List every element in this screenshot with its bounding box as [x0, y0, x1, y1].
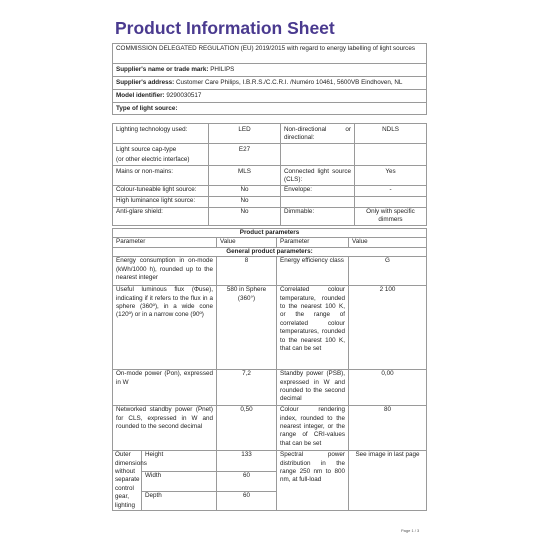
networked-standby-label: Networked standby power (Pnet) for CLS, expressed in W and rounded to the second decimal: [113, 406, 217, 451]
cri-value: 80: [349, 406, 427, 451]
dimension-depth-label: Depth: [142, 492, 217, 511]
dimension-height-label: Height: [142, 451, 217, 471]
energy-class-label: Energy efficiency class: [277, 257, 349, 286]
regulation-text: COMMISSION DELEGATED REGULATION (EU) 2019/2015 with regard to energy labelling of light sources: [113, 44, 427, 64]
type-empty-3: [281, 196, 355, 207]
energy-consumption-label: Energy consumption in on-mode (kWh/1000 h), rounded up to the nearest integer: [113, 257, 217, 286]
type-label-cap: [113, 143, 209, 165]
colour-tuneable-label: Colour-tuneable light source:: [113, 185, 209, 196]
header-parameter-1: Parameter: [113, 238, 217, 247]
cap-type-line2: (or other electric interface): [116, 156, 190, 164]
model-value: 9290030517: [166, 92, 202, 99]
spectral-distribution-label: Spectral power distribution in the range 250 nm to 800 nm, at full-load: [277, 451, 349, 511]
dimensions-label: Outer dimensions without separate control gear, lighting: [113, 451, 142, 511]
dimension-depth-value: 60: [217, 492, 277, 511]
type-value-1: LED: [209, 124, 281, 144]
cri-label: Colour rendering index, rounded to the nearest integer, or the range of CRI-values that can be set: [277, 406, 349, 451]
product-parameters-heading: Product parameters: [113, 229, 427, 238]
mains-value: MLS: [209, 165, 281, 185]
supplier-name-value: PHILIPS: [210, 66, 235, 73]
high-luminance-label: High luminance light source:: [113, 196, 209, 207]
envelope-label: Envelope:: [281, 185, 355, 196]
supplier-name-label: Supplier's name or trade mark:: [116, 66, 209, 73]
cap-type-line1: Light source cap-type: [116, 145, 177, 153]
on-mode-power-label: On-mode power (Pon), expressed in W: [113, 370, 217, 406]
page-number: Page 1 / 3: [401, 528, 420, 533]
type-empty-1: [281, 143, 355, 165]
energy-consumption-value: 8: [217, 257, 277, 286]
header-value-1: Value: [217, 238, 277, 247]
dimmable-label: Dimmable:: [281, 207, 355, 225]
type-label-2: Non-directional or directional:: [281, 124, 355, 144]
type-value-2: NDLS: [355, 124, 427, 144]
spectral-distribution-value: See image in last page: [349, 451, 427, 511]
supplier-address-row: [113, 77, 427, 90]
standby-power-value: 0,00: [349, 370, 427, 406]
anti-glare-label: Anti-glare shield:: [113, 207, 209, 225]
type-empty-2: [355, 143, 427, 165]
luminous-flux-value: 580 in Sphere (360°): [217, 286, 277, 370]
product-parameters-table: [112, 228, 427, 511]
type-label-1: Lighting technology used:: [113, 124, 209, 144]
dimmable-value: Only with specific dimmers: [355, 207, 427, 225]
colour-tuneable-value: No: [209, 185, 281, 196]
type-value-cap: E27: [209, 143, 281, 165]
dimension-width-value: 60: [217, 471, 277, 491]
luminous-flux-label: Useful luminous flux (Φuse), indicating if it refers to the flux in a sphere (360º), in a wide cone (120º) or in a narrow cone (90º): [113, 286, 217, 370]
model-row: [113, 90, 427, 103]
mains-label: Mains or non-mains:: [113, 165, 209, 185]
type-label: Type of light source:: [113, 103, 427, 115]
cct-value: 2 100: [349, 286, 427, 370]
on-mode-power-value: 7,2: [217, 370, 277, 406]
dimension-width-label: Width: [142, 471, 217, 491]
standby-power-label: Standby power (PSB), expressed in W and rounded to the second decimal: [277, 370, 349, 406]
envelope-value: -: [355, 185, 427, 196]
networked-standby-value: 0,50: [217, 406, 277, 451]
cls-label: Connected light source (CLS):: [281, 165, 355, 185]
type-empty-4: [355, 196, 427, 207]
supplier-address-label: Supplier's address:: [116, 79, 175, 86]
high-luminance-value: No: [209, 196, 281, 207]
cls-value: Yes: [355, 165, 427, 185]
header-value-2: Value: [349, 238, 427, 247]
cct-label: Correlated colour temperature, rounded to the nearest 100 K, or the range of correlated colour temperatures, rounded to the nearest 100 K, that can be set: [277, 286, 349, 370]
header-parameter-2: Parameter: [277, 238, 349, 247]
supplier-info-table: [112, 43, 427, 115]
energy-class-value: G: [349, 257, 427, 286]
model-label: Model identifier:: [116, 92, 165, 99]
general-parameters-heading: General product parameters:: [113, 247, 427, 256]
page-title: Product Information Sheet: [115, 18, 335, 38]
dimension-height-value: 133: [217, 451, 277, 471]
anti-glare-value: No: [209, 207, 281, 225]
supplier-address-value: Customer Care Philips, I.B.R.S./C.C.R.I. /Numéro 10461, 5600VB Eindhoven, NL: [175, 79, 403, 86]
light-source-type-table: [112, 123, 427, 226]
supplier-name-row: [113, 64, 427, 77]
